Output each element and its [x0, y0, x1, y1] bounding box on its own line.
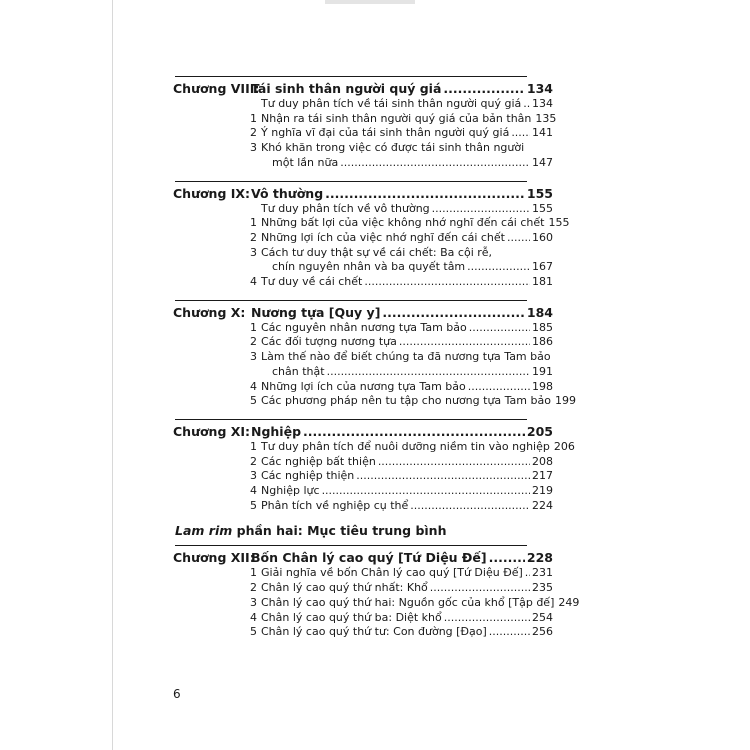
toc-entry[interactable]	[250, 611, 553, 626]
entry-text: Tư duy về cái chết	[261, 275, 363, 289]
entry-body	[250, 365, 553, 380]
chapter-title-row[interactable]	[173, 81, 553, 97]
entry-page: 198	[532, 379, 553, 393]
entry-page: 191	[532, 364, 553, 378]
chapter-name: Vô thường	[251, 185, 324, 201]
entry-number: 3	[250, 245, 257, 259]
toc-entry[interactable]	[250, 394, 576, 409]
entry-body	[261, 595, 580, 611]
entry-page: 147	[532, 155, 553, 169]
entry-page: 186	[532, 335, 553, 349]
entry-text: Khó khăn trong việc có được tái sinh thân người	[261, 141, 525, 155]
leader-dots	[322, 484, 530, 499]
toc-entry[interactable]	[250, 595, 580, 611]
entry-page: 217	[532, 469, 553, 483]
toc-entry[interactable]	[250, 260, 553, 275]
toc-entry[interactable]	[250, 126, 553, 141]
entry-body	[261, 439, 575, 455]
entry-page: 155	[548, 216, 570, 230]
entry-number: 1	[250, 566, 257, 580]
leader-dots	[507, 231, 530, 246]
entry-body	[261, 335, 553, 350]
entry-page: 141	[532, 126, 553, 140]
entry-body	[261, 581, 553, 596]
entry-number: 1	[250, 216, 257, 230]
entry-number: 5	[250, 394, 257, 408]
entry-text: Nghiệp lực	[261, 484, 320, 498]
entry-page: 256	[532, 625, 553, 639]
entry-body	[261, 469, 553, 484]
chapter-label: Chương IX:	[173, 185, 251, 201]
entry-body	[261, 455, 553, 470]
entry-number: 4	[250, 275, 257, 289]
leader-dots	[382, 305, 524, 321]
toc-entry[interactable]	[250, 216, 570, 231]
entry-text: Những lợi ích của nương tựa Tam bảo	[261, 379, 466, 393]
entry-page: 160	[532, 230, 553, 244]
entry-number: 3	[250, 595, 257, 609]
entry-body	[261, 380, 553, 395]
page-number: 6	[173, 687, 181, 701]
entry-body	[261, 111, 557, 127]
entry-text: Các đối tượng nương tựa	[261, 335, 397, 349]
entry-text: Cách tư duy thật sự về cái chết: Ba cội rễ,	[261, 245, 493, 259]
entry-page: 199	[554, 394, 576, 408]
chapter-rule	[175, 76, 527, 77]
chapter-entries	[250, 566, 580, 640]
chapter-page: 134	[526, 81, 553, 96]
entry-body	[261, 350, 553, 365]
chapter-page: 205	[526, 423, 553, 439]
chapter-entries	[250, 439, 575, 514]
chapter-page: 228	[526, 550, 553, 566]
toc-entry[interactable]	[250, 365, 553, 380]
chapter-entries	[250, 97, 557, 171]
toc-entry[interactable]	[250, 566, 553, 581]
entry-body	[261, 97, 553, 112]
chapter-block	[173, 419, 575, 514]
toc-entry[interactable]	[250, 455, 553, 470]
leader-dots	[525, 566, 530, 581]
entry-body	[261, 246, 553, 261]
chapter-rule	[175, 300, 527, 301]
leader-dots	[325, 186, 525, 202]
chapter-entries	[250, 320, 576, 409]
chapter-entries	[250, 201, 570, 290]
entry-text: Chân lý cao quý thứ nhất: Khổ	[261, 581, 428, 595]
entry-page: 185	[532, 320, 553, 334]
entry-number: 2	[250, 230, 257, 244]
entry-body	[261, 126, 553, 141]
section-heading	[175, 523, 553, 539]
leader-dots	[399, 335, 530, 350]
entry-page: 208	[532, 454, 553, 468]
entry-text: một lần nữa	[272, 155, 339, 169]
chapter-rule	[175, 419, 527, 420]
entry-number: 1	[250, 111, 257, 125]
toc-entry[interactable]	[250, 380, 553, 395]
entry-text: Những bất lợi của việc không nhớ nghĩ đến cái chết	[261, 216, 545, 230]
entry-page: 231	[532, 566, 553, 580]
toc-entry[interactable]	[250, 156, 553, 171]
toc-entry[interactable]	[250, 111, 557, 127]
leader-dots	[489, 550, 525, 566]
leader-dots	[356, 469, 530, 484]
entry-body	[261, 275, 553, 290]
chapter-page: 155	[526, 185, 553, 201]
chapter-rule	[175, 545, 527, 546]
entry-number: 4	[250, 484, 257, 498]
chapter-block	[173, 300, 576, 409]
entry-text: Các nghiệp thiện	[261, 469, 355, 483]
entry-number: 3	[250, 141, 257, 155]
leader-dots	[523, 97, 530, 112]
entry-text: Các phương pháp nên tu tập cho nương tựa Tam bảo	[261, 394, 551, 408]
toc-entry[interactable]	[250, 202, 553, 217]
toc-entry[interactable]	[250, 581, 553, 596]
toc-part-two	[173, 545, 580, 640]
entry-body	[261, 484, 553, 499]
leader-dots	[340, 156, 530, 171]
entry-body	[261, 231, 553, 246]
entry-page: 224	[532, 498, 553, 512]
toc-entry[interactable]	[250, 499, 553, 514]
leader-dots	[303, 424, 525, 440]
chapter-page: 184	[526, 304, 553, 320]
chapter-rule	[175, 181, 527, 182]
entry-text: Các nguyên nhân nương tựa Tam bảo	[261, 320, 467, 334]
entry-number: 1	[250, 439, 257, 453]
toc-entry[interactable]	[250, 439, 575, 455]
chapter-title-row[interactable]	[173, 550, 553, 566]
chapter-name: Nương tựa [Quy y]	[251, 304, 381, 320]
toc-entry[interactable]	[250, 484, 553, 499]
toc-entry[interactable]	[250, 97, 553, 112]
leader-dots	[410, 499, 530, 514]
entry-number: 5	[250, 498, 257, 512]
table-of-contents	[173, 76, 580, 650]
toc-entry[interactable]	[250, 246, 553, 261]
leader-dots	[432, 202, 530, 217]
toc-entry[interactable]	[250, 321, 553, 336]
entry-body	[261, 216, 570, 231]
entry-text: Tư duy phân tích về tái sinh thân người quý giá	[261, 97, 522, 110]
entry-text: Tư duy phân tích để nuôi dưỡng niềm tin vào nghiệp	[261, 439, 550, 453]
entry-body	[261, 625, 553, 640]
entry-body	[261, 611, 553, 626]
toc-entry[interactable]	[250, 350, 553, 365]
entry-text: Tư duy phân tích về vô thường	[261, 201, 430, 215]
leader-dots	[489, 625, 530, 640]
leader-dots	[468, 380, 530, 395]
chapter-label: Chương X:	[173, 304, 246, 320]
leader-dots	[467, 260, 530, 275]
entry-number: 4	[250, 379, 257, 393]
entry-text: Làm thế nào để biết chúng ta đã nương tựa Tam bảo	[261, 350, 551, 364]
entry-number: 1	[250, 320, 257, 334]
chapter-label: Chương XI:	[173, 423, 251, 439]
chapter-title-row[interactable]	[173, 186, 553, 202]
entry-number: 5	[250, 625, 257, 639]
leader-dots	[443, 81, 525, 97]
entry-page: 181	[532, 275, 553, 289]
chapter-name: Tái sinh thân người quý giá	[251, 81, 442, 96]
entry-text: Chân lý cao quý thứ tư: Con đường [Đạo]	[261, 625, 487, 639]
entry-body	[250, 260, 553, 275]
leader-dots	[364, 275, 530, 290]
leader-dots	[511, 126, 530, 141]
entry-number: 2	[250, 126, 257, 140]
chapter-title-row[interactable]	[173, 424, 553, 440]
toc-part-one	[173, 76, 576, 513]
entry-text: Những lợi ích của việc nhớ nghĩ đến cái chết	[261, 230, 505, 244]
chapter-name: Nghiệp	[251, 423, 302, 439]
entry-text: Giải nghĩa về bốn Chân lý cao quý [Tứ Diệu Đế]	[261, 566, 523, 580]
leader-dots	[327, 365, 530, 380]
toc-entry[interactable]	[250, 231, 553, 246]
entry-text: Nhận ra tái sinh thân người quý giá của bản thân	[261, 111, 532, 125]
entry-text: Phân tích về nghiệp cụ thể	[261, 498, 409, 512]
entry-body	[261, 141, 553, 156]
toc-entry[interactable]	[250, 275, 553, 290]
entry-body	[261, 394, 576, 409]
toc-entry[interactable]	[250, 469, 553, 484]
chapter-label: Chương XII:	[173, 550, 255, 566]
entry-text: Các nghiệp bất thiện	[261, 454, 376, 468]
entry-body	[250, 156, 553, 171]
entry-number: 2	[250, 454, 257, 468]
entry-page: 249	[558, 595, 580, 609]
entry-text: Ý nghĩa vĩ đại của tái sinh thân người quý giá	[261, 126, 510, 140]
entry-body	[261, 202, 553, 217]
entry-page: 219	[532, 484, 553, 498]
entry-number: 2	[250, 581, 257, 595]
leader-dots	[430, 581, 530, 596]
top-mark	[325, 0, 415, 4]
leader-dots	[444, 611, 530, 626]
entry-number: 4	[250, 610, 257, 624]
toc-entry[interactable]	[250, 625, 553, 640]
leader-dots	[378, 455, 530, 470]
chapter-label: Chương VIII:	[173, 81, 260, 96]
entry-body	[261, 566, 553, 581]
chapter-name: Bốn Chân lý cao quý [Tứ Diệu Đế]	[251, 550, 487, 566]
section-heading-rest: phần hai: Mục tiêu trung bình	[232, 523, 447, 539]
section-heading-italic: Lam rim	[175, 523, 233, 539]
leader-dots	[469, 321, 530, 336]
entry-page: 155	[532, 201, 553, 215]
entry-number: 2	[250, 335, 257, 349]
entry-page: 254	[532, 610, 553, 624]
entry-page: 206	[553, 439, 575, 453]
chapter-block	[173, 181, 570, 290]
entry-page: 135	[535, 111, 557, 125]
entry-page: 235	[532, 581, 553, 595]
page-edge	[112, 0, 113, 750]
entry-page: 134	[532, 97, 553, 110]
entry-body	[261, 499, 553, 514]
entry-text: chân thật	[272, 364, 325, 378]
entry-text: chín nguyên nhân và ba quyết tâm	[272, 260, 466, 274]
entry-text: Chân lý cao quý thứ hai: Nguồn gốc của khổ [Tập đế]	[261, 595, 555, 609]
entry-body	[261, 321, 553, 336]
chapter-title-row[interactable]	[173, 305, 553, 321]
toc-entry[interactable]	[250, 141, 553, 156]
chapter-block	[173, 545, 580, 640]
entry-number: 3	[250, 469, 257, 483]
entry-number: 3	[250, 350, 257, 364]
toc-entry[interactable]	[250, 335, 553, 350]
chapter-block	[173, 76, 557, 171]
entry-page: 167	[532, 260, 553, 274]
entry-text: Chân lý cao quý thứ ba: Diệt khổ	[261, 610, 442, 624]
